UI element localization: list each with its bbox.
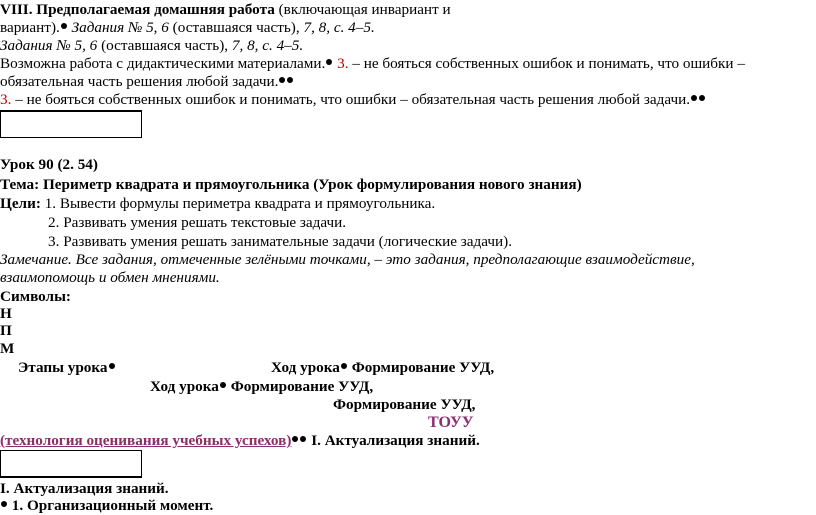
green-dot-icon [220, 382, 226, 388]
org-moment-line [0, 497, 213, 515]
touu-full: (технология оценивания учебных успехов) [0, 432, 292, 449]
homework-line4-num: 3. [333, 55, 349, 72]
touu-label: ТОУУ [428, 414, 474, 431]
progress-header-2 [150, 378, 373, 396]
homework-heading-note: (включающая инвариант и [274, 1, 451, 18]
green-dot-icon [292, 436, 298, 442]
homework-heading: VIII. Предполагаемая домашняя работа [0, 1, 275, 18]
homework-line4-rest: – не бояться собственных ошибок и понимать, что ошибки – [348, 55, 745, 72]
stages-header [18, 359, 116, 377]
homework-line6-rest: – не бояться собственных ошибок и понимать, что ошибки – обязательная часть решения любой задачи. [11, 91, 691, 108]
section-actualization: I. Актуализация знаний. [0, 480, 169, 497]
uud-label: Формирование УУД, [347, 359, 495, 376]
progress-label-2: Ход урока [150, 378, 219, 395]
symbol-m: М [0, 340, 15, 357]
homework-heading-line [0, 1, 451, 19]
homework-line6-num: 3. [0, 91, 12, 108]
homework-line5-text: обязательная часть решения любой задачи. [0, 73, 279, 90]
uud-label-2: Формирование УУД, [226, 378, 374, 395]
green-dot-icon [691, 95, 697, 101]
symbol-p: П [0, 322, 12, 339]
lesson-title: Урок 90 (2. 54) [0, 156, 98, 173]
homework-line2-tasks: Задания № 5, 6 [67, 19, 169, 36]
green-dot-icon [699, 95, 705, 101]
goals-label: Цели: [0, 195, 41, 212]
homework-line3-note: (оставшаяся часть), [97, 37, 229, 54]
goal-3: 3. Развивать умения решать занимательные задачи (логические задачи). [48, 233, 512, 250]
homework-line-5 [0, 73, 294, 91]
progress-label: Ход урока [271, 359, 340, 376]
lesson-goals-line [0, 195, 435, 213]
green-dot-icon [287, 77, 293, 83]
empty-frame [0, 111, 142, 138]
green-dot-icon [1, 501, 7, 507]
green-dot-icon [326, 59, 332, 65]
homework-line-2 [0, 19, 375, 37]
goal-2: 2. Развивать умения решать текстовые задачи. [48, 214, 347, 231]
actualization-header: I. Актуализация знаний. [307, 432, 480, 449]
green-dot-icon [341, 363, 347, 369]
homework-line2-note: (оставшаяся часть), [168, 19, 300, 36]
stages-label: Этапы урока [18, 359, 108, 376]
symbols-label: Символы: [0, 288, 71, 305]
uud-label-3: Формирование УУД, [333, 396, 476, 413]
homework-line2-start: вариант). [0, 19, 60, 36]
homework-line-6 [0, 91, 706, 109]
progress-header [271, 359, 494, 377]
note-line-1: Замечание. Все задания, отмеченные зелёными точками, – это задания, предполагающие взаимодействие, [0, 251, 695, 268]
green-dot-icon [279, 77, 285, 83]
green-dot-icon [300, 436, 306, 442]
org-moment: 1. Организационный момент. [8, 497, 214, 514]
homework-line3-tasks: Задания № 5, 6 [0, 37, 98, 54]
symbol-n: Н [0, 305, 12, 322]
homework-line-3 [0, 37, 303, 55]
goal-1: 1. Вывести формулы периметра квадрата и прямоугольника. [40, 195, 436, 212]
divider-line-2 [0, 477, 142, 478]
touu-line [0, 432, 480, 450]
homework-line2-pages: 7, 8, с. 4–5. [299, 19, 375, 36]
note-line-2: взаимопомощь и обмен мнениями. [0, 269, 220, 286]
homework-line3-pages: 7, 8, с. 4–5. [228, 37, 304, 54]
lesson-topic: Тема: Периметр квадрата и прямоугольника (Урок формулирования нового знания) [0, 176, 582, 193]
homework-line4-text: Возможна работа с дидактическими материалами. [0, 55, 326, 72]
homework-line-4 [0, 55, 745, 73]
green-dot-icon [61, 23, 67, 29]
empty-frame-2 [0, 450, 142, 477]
green-dot-icon [109, 363, 115, 369]
